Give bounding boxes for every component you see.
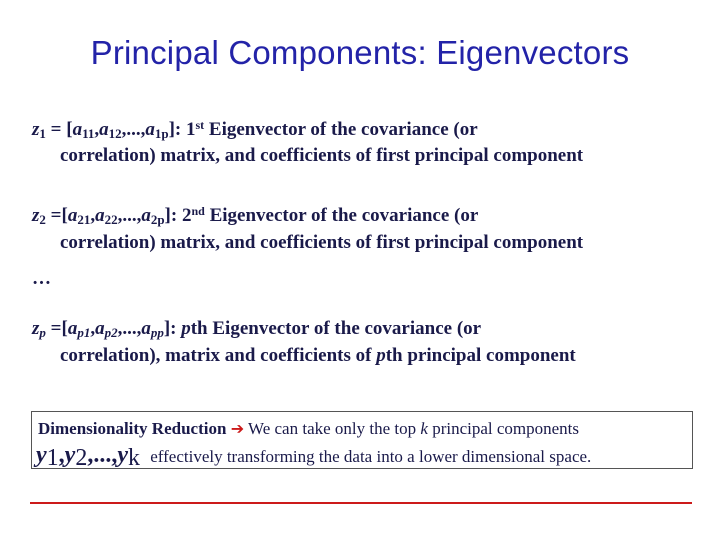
box-label: Dimensionality Reduction [38, 419, 227, 438]
zp-description: correlation), matrix and coefficients of pth principal component [60, 345, 576, 366]
ellipsis: … [32, 268, 51, 289]
box-line-2: $y_1,y_2,...,y_k$ effectively transforming the data into a lower dimensional space. [36, 442, 592, 471]
z1-description: correlation) matrix, and coefficients of first principal component [60, 145, 584, 166]
z2-description: correlation) matrix, and coefficients of first principal component [60, 232, 584, 253]
right-arrow-icon: ➔ [230, 419, 245, 438]
box-line-1: Dimensionality Reduction ➔ We can take only the top k principal components [38, 419, 580, 438]
zp-definition: $z_p =[a_{p1},a_{p2},...,a_{pp}]$: pth Eigenvector of the covariance (or [32, 318, 482, 340]
z1-definition: $z_1 = [a_{11},a_{12},...,a_{1p}]$: 1st Eigenvector of the covariance (or [32, 118, 478, 141]
bottom-rule [30, 502, 692, 504]
slide-title: Principal Components: Eigenvectors [90, 34, 630, 71]
z2-definition: $z_2 =[a_{21},a_{22},...,a_{2p}]$: 2nd Eigenvector of the covariance (or [32, 204, 479, 227]
